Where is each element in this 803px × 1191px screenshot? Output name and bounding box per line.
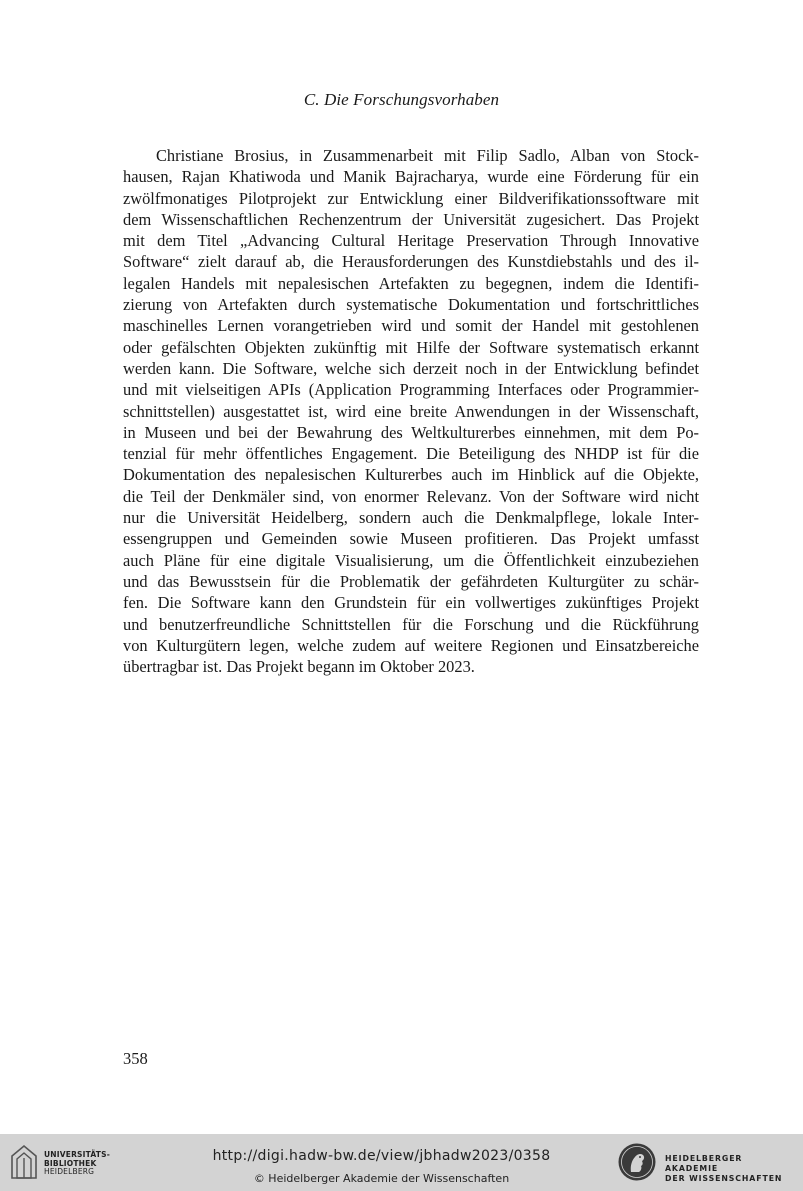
text-line: zierung von Artefakten durch systematische Dokumentation und fortschrittliches — [123, 295, 699, 315]
text-line: dem Wissenschaftlichen Rechenzentrum der Universität zugesichert. Das Projekt — [123, 209, 699, 229]
running-head: C. Die Forschungsvorhaben — [303, 90, 500, 109]
permalink-url[interactable]: http://digi.hadw-bw.de/view/jbhadw2023/0358 — [212, 1148, 551, 1164]
text-line: und benutzerfreundliche Schnittstellen für die Forschung und die Rückführung — [123, 614, 699, 634]
text-line: zwölfmonatiges Pilotprojekt zur Entwicklung einer Bildverifikationssoftware mit — [123, 188, 699, 208]
text-line: tenzial für mehr öffentliches Engagement. Die Beteiligung des NHDP ist für die — [123, 444, 699, 464]
academy-logo-text — [665, 1154, 795, 1184]
text-line: legalen Handels mit nepalesischen Artefakten zu begegnen, indem die Identifi- — [123, 273, 699, 293]
body-paragraph — [123, 145, 699, 677]
text-line: in Museen und bei der Bewahrung des Weltkulturerbes einnehmen, mit dem Po- — [123, 422, 699, 442]
page-number: 358 — [123, 1049, 148, 1068]
text-line: werden kann. Die Software, welche sich derzeit noch in der Entwicklung befindet — [123, 358, 699, 378]
text-line: schnittstellen) ausgestattet ist, wird eine breite Anwendungen in der Wissenschaft, — [123, 401, 699, 421]
text-line: nur die Universität Heidelberg, sondern auch die Denkmalpflege, lokale Inter- — [123, 508, 699, 528]
text-line: Software“ zielt darauf ab, die Herausforderungen des Kunstdiebstahls und des il- — [123, 252, 699, 272]
text-line: auch Pläne für eine digitale Visualisierung, um die Öffentlichkeit einzubeziehen — [123, 550, 699, 570]
library-logo-line: HEIDELBERG — [44, 1167, 95, 1176]
academy-logo[interactable] — [617, 1142, 795, 1182]
text-line: und mit vielseitigen APIs (Application Programming Interfaces oder Programmier- — [123, 380, 699, 400]
text-line: essengruppen und Gemeinden sowie Museen profitieren. Das Projekt umfasst — [123, 529, 699, 549]
viewer-footer — [0, 1134, 803, 1191]
text-line: fen. Die Software kann den Grundstein für ein vollwertiges zukünftiges Projekt — [123, 593, 699, 613]
copyright-notice: © Heidelberger Akademie der Wissenschaften — [253, 1172, 510, 1185]
text-line: mit dem Titel „Advancing Cultural Heritage Preservation Through Innovative — [123, 231, 699, 251]
academy-logo-line: HEIDELBERGER AKADEMIE — [665, 1154, 743, 1173]
text-line: übertragbar ist. Das Projekt begann im Oktober 2023. — [123, 657, 475, 677]
text-line: und das Bewusstsein für die Problematik der gefährdeten Kulturgüter zu schär- — [123, 571, 699, 591]
text-line: hausen, Rajan Khatiwoda und Manik Bajracharya, wurde eine Förderung für ein — [123, 167, 699, 187]
academy-seal-icon — [617, 1142, 657, 1182]
library-logo-line: UNIVERSITÄTS- — [44, 1150, 111, 1159]
academy-logo-line: DER WISSENSCHAFTEN — [665, 1174, 783, 1183]
text-line: oder gefälschten Objekten zukünftig mit Hilfe der Software systematisch erkannt — [123, 337, 699, 357]
text-line: Christiane Brosius, in Zusammenarbeit mit Filip Sadlo, Alban von Stock- — [156, 146, 699, 165]
text-line: von Kulturgütern legen, welche zudem auf weitere Regionen und Einsatzbereiche — [123, 635, 699, 655]
text-line: die Teil der Denkmäler sind, von enormer Relevanz. Von der Software wird nicht — [123, 486, 699, 506]
text-line: Dokumentation des nepalesischen Kulturerbes auch im Hinblick auf die Objekte, — [123, 465, 699, 485]
library-logo-line: BIBLIOTHEK — [44, 1158, 97, 1168]
text-line: maschinelles Lernen vorangetrieben wird und somit der Handel mit gestohlenen — [123, 316, 699, 336]
